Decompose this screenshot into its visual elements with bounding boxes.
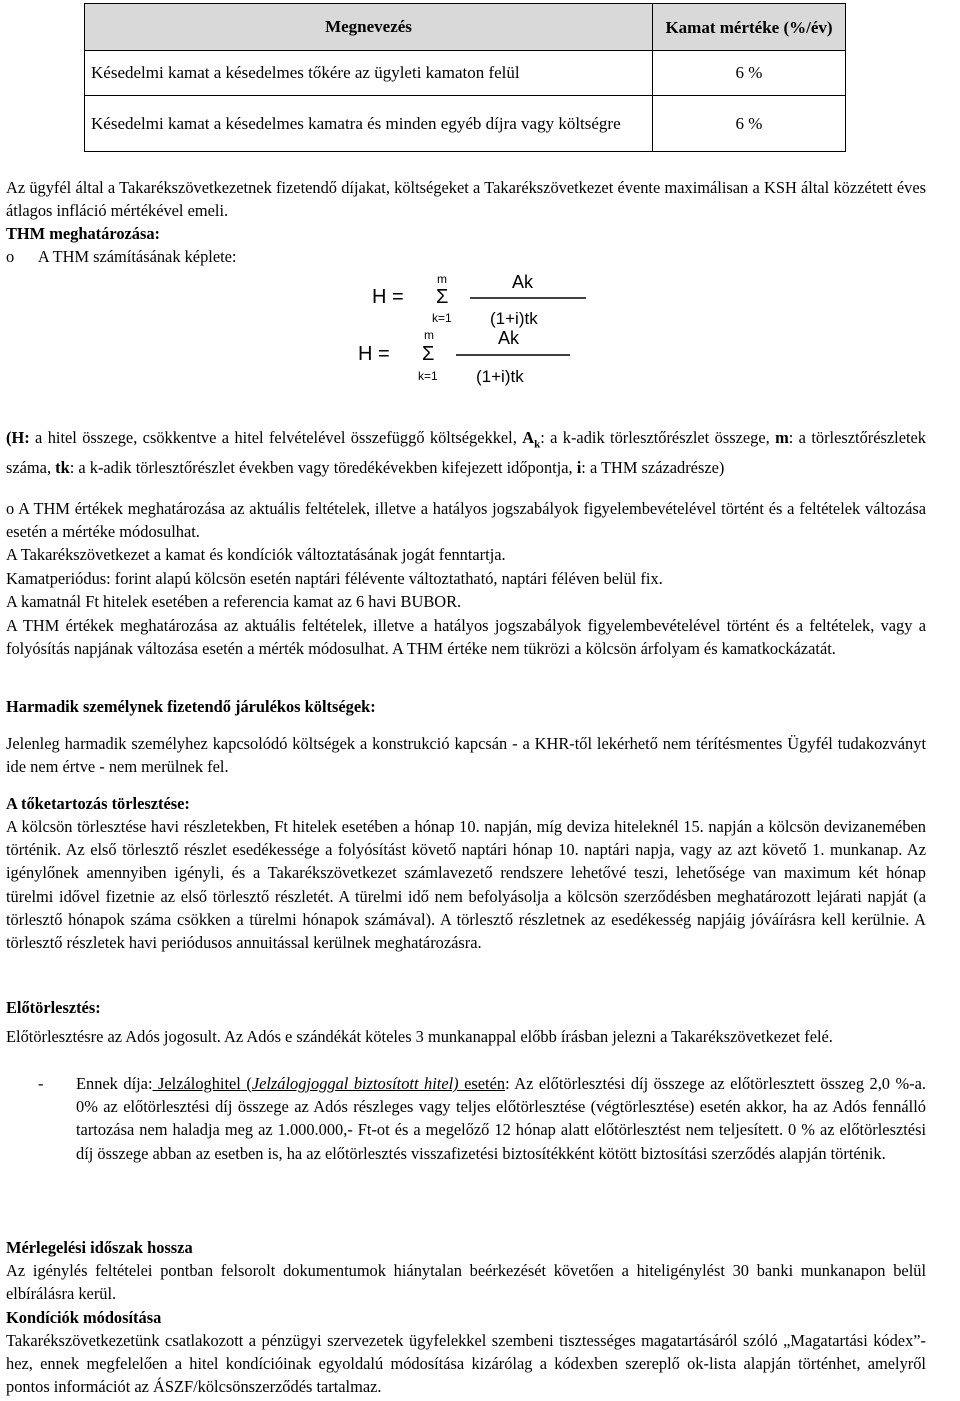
formula-upper-limit: m bbox=[424, 328, 434, 342]
thm-heading: THM meghatározása: bbox=[6, 224, 161, 243]
third-party-heading: Harmadik személynek fizetendő járulékos költségek: bbox=[6, 697, 376, 716]
table-cell-rate: 6 % bbox=[653, 51, 846, 96]
thm-values-paragraph-2: A THM értékek meghatározása az aktuális feltételek, illetve a hatályos jogszabályok figyelembevételével történt és a feltételek, vagy a folyósítás napjának változása esetén a mérték módosulhat. A THM értéke nem tükrözi a kölcsön árfolyam és kamatkockázatát. bbox=[6, 616, 926, 659]
thm-formula-image bbox=[358, 270, 598, 388]
column-header-name: Megnevezés bbox=[85, 4, 653, 51]
formula-upper-limit: m bbox=[437, 272, 447, 286]
list-dash: - bbox=[38, 1074, 44, 1093]
bubor-paragraph: A kamatnál Ft hitelek esetében a referencia kamat az 6 havi BUBOR. bbox=[6, 592, 462, 611]
interest-rate-table bbox=[84, 3, 846, 152]
interest-period-paragraph: Kamatperiódus: forint alapú kölcsön esetén naptári félévente változtatható, naptári féléven belül fix. bbox=[6, 569, 663, 588]
prepayment-fee-item: Ennek díja: Jelzáloghitel (Jelzálogjoggal biztosított hitel) esetén: Az előtörlesztési díj összege az előtörlesztett összeg 2,0 %-a. 0% az előtörlesztési díj összege az Adós részleges vagy teljes előtörlesztése (végtörlesztése) esetén akkor, ha az Adós fennálló tartozása nem haladja meg az 1.000.000,- Ft-ot és a megelőző 12 hónap alatt előtörlesztést nem teljesített. 0 % az előtörlesztési díj összege abban az esetben is, ha az előtörlesztés visszafizetési biztosítékként kötött biztosítási szerződés alapján történik. bbox=[76, 1074, 926, 1163]
formula-lhs: H = bbox=[372, 286, 404, 308]
repayment-heading: A tőketartozás törlesztése: bbox=[6, 794, 190, 813]
column-header-rate: Kamat mértéke (%/év) bbox=[653, 4, 846, 51]
formula-lower-limit: k=1 bbox=[432, 311, 452, 325]
prepayment-heading: Előtörlesztés: bbox=[6, 998, 101, 1017]
conditions-paragraph: Takarékszövetkezetünk csatlakozott a pénzügyi szervezetek ügyfelekkel szembeni tisztességes magatartásáról szóló „Magatartási kódex”-hez, ennek megfelelően a hitel kondícióinak egyoldalú módosítása kizárólag a kódexben szereplő ok-lista alapján történhet, amelyről pontos információt az ÁSZF/kölcsönszerződés tartalmaz. bbox=[6, 1331, 926, 1397]
third-party-paragraph: Jelenleg harmadik személyhez kapcsolódó költségek a konstrukció kapcsán - a KHR-től lekérhető nem térítésmentes Ügyfél tudakozványt ide nem értve - nem merülnek fel. bbox=[6, 734, 926, 777]
formula-legend: (H: a hitel összege, csökkentve a hitel felvételével összefüggő költségekkel, $A_k$: a k-adik törlesztőrészlet összege, m: a törlesztőrészletek száma, tk: a k-adik törlesztőrészlet években vagy töredékévekben kifejezett időpontja, i: a THM századrésze) bbox=[6, 428, 927, 478]
table-row bbox=[85, 96, 846, 152]
conditions-heading: Kondíciók módosítása bbox=[6, 1308, 162, 1327]
fees-paragraph: Az ügyfél által a Takarékszövetkezetnek fizetendő díjakat, költségeket a Takarékszövetkezet évente maximálisan a KSH által közzétett éves átlagos infláció mértékével emeli. bbox=[6, 178, 926, 221]
formula-numerator: Ak bbox=[498, 328, 520, 348]
repayment-paragraph: A kölcsön törlesztése havi részletekben, Ft hitelek esetében a hónap 10. napján, míg deviza hiteleknél 15. napján a kölcsön devizanemében történik. Az első törlesztő részlet esedékessége a folyósítást követő naptári hónap 10. naptári napja, vagy az azt követő 1. munkanap. Az igénylőnek amennyiben igényli, és a Takarékszövetkezet számlavezető rendszere lehetővé teszi, lehetősége van maximum két hónap türelmi idővel fizetnie az első törlesztő részletét. A türelmi idő nem befolyásolja a kölcsön szerződésben meghatározott lejárati napját (a törlesztő hónapok száma csökken a türelmi hónapok számával). A törlesztő részletnek az esedékesség napjáig jóváírásra kell kerülnie. A törlesztő részletek havi periódusos annuitással kerülnek meghatározásra. bbox=[6, 817, 926, 953]
thm-values-paragraph: o A THM értékek meghatározása az aktuális feltételek, illetve a hatályos jogszabályok figyelembevételével történt és a feltételek változása esetén a mértéke módosulhat. bbox=[6, 499, 926, 542]
formula-denominator: (1+i)tk bbox=[476, 367, 524, 386]
table-cell-rate: 6 % bbox=[653, 96, 846, 152]
formula-sigma: Σ bbox=[422, 343, 435, 365]
table-row bbox=[85, 51, 846, 96]
thm-formula-bullet: o A THM számításának képlete: bbox=[6, 247, 237, 266]
table-header-row bbox=[85, 4, 846, 51]
evaluation-paragraph: Az igénylés feltételei pontban felsorolt dokumentumok hiánytalan beérkezését követően a hiteligénylést 30 banki munkanapon belül elbírálásra kerül. bbox=[6, 1261, 926, 1304]
formula-sigma: Σ bbox=[436, 286, 449, 308]
formula-lhs: H = bbox=[358, 343, 390, 365]
evaluation-heading: Mérlegelési időszak hossza bbox=[6, 1238, 193, 1257]
rights-paragraph: A Takarékszövetkezet a kamat és kondíciók változtatásának jogát fenntartja. bbox=[6, 545, 506, 564]
table-cell-name: Késedelmi kamat a késedelmes kamatra és minden egyéb díjra vagy költségre bbox=[85, 96, 653, 152]
formula-numerator: Ak bbox=[512, 272, 534, 292]
prepayment-paragraph: Előtörlesztésre az Adós jogosult. Az Adós e szándékát köteles 3 munkanappal előbb írásban jelezni a Takarékszövetkezet felé. bbox=[6, 1027, 833, 1046]
formula-copy-2 bbox=[358, 328, 570, 386]
formula-denominator: (1+i)tk bbox=[490, 309, 538, 328]
formula-copy-1 bbox=[372, 272, 586, 328]
table-cell-name: Késedelmi kamat a késedelmes tőkére az ügyleti kamaton felül bbox=[85, 51, 653, 96]
formula-lower-limit: k=1 bbox=[418, 369, 438, 383]
